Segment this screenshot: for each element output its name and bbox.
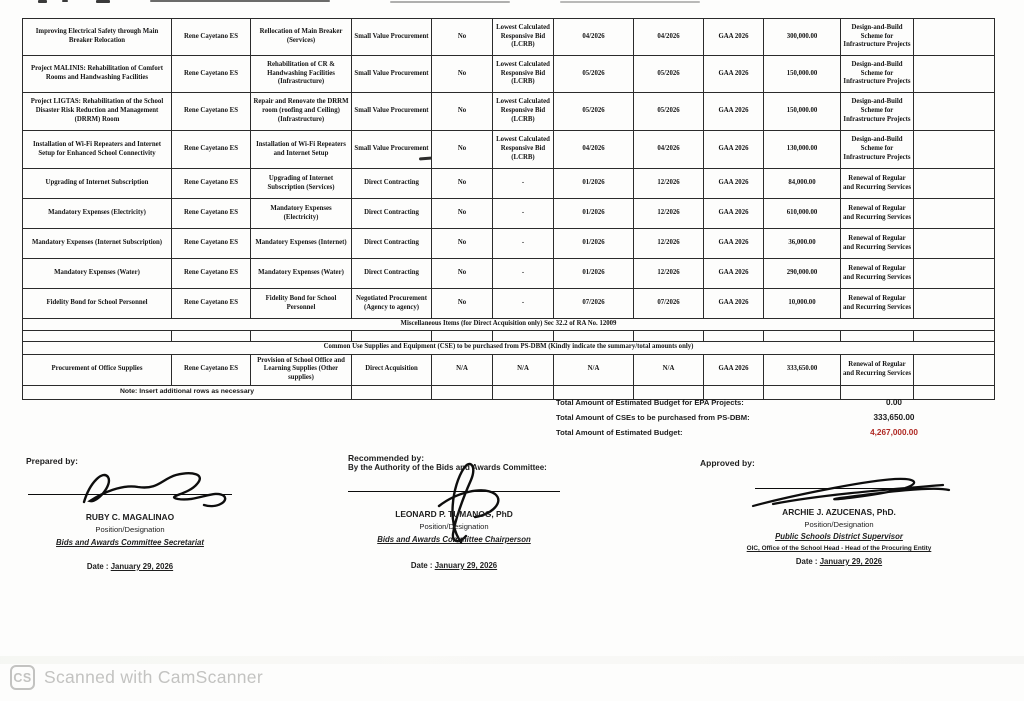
cell: No [432, 199, 493, 229]
cell [704, 330, 764, 341]
cell: Lowest Calculated Responsive Bid (LCRB) [493, 19, 554, 56]
cell: 300,000.00 [764, 19, 841, 56]
cell: GAA 2026 [704, 199, 764, 229]
cell: GAA 2026 [704, 259, 764, 289]
cell: N/A [432, 354, 493, 385]
cell: Provision of School Office and Learning Supplies (Other supplies) [251, 354, 352, 385]
cell: GAA 2026 [704, 56, 764, 93]
cell: 05/2026 [554, 56, 634, 93]
table-row-empty [23, 330, 995, 341]
cell: - [493, 259, 554, 289]
cell [914, 330, 995, 341]
cell: Rene Cayetano ES [172, 289, 251, 319]
cell: 01/2026 [554, 199, 634, 229]
cell: No [432, 19, 493, 56]
cell: 12/2026 [634, 229, 704, 259]
cell: 04/2026 [554, 131, 634, 169]
cell [914, 169, 995, 199]
cell: N/A [493, 354, 554, 385]
table-row-data [23, 19, 995, 56]
section-cell: Miscellaneous Items (for Direct Acquisition only) Sec 32.2 of RA No. 12009 [23, 319, 995, 331]
cell: GAA 2026 [704, 289, 764, 319]
cell: Negotiated Procurement (Agency to agency) [352, 289, 432, 319]
scan-artifact-mark [560, 1, 700, 3]
note-cell: Note: Insert additional rows as necessary [23, 385, 352, 399]
cell: 290,000.00 [764, 259, 841, 289]
cell: 05/2026 [554, 93, 634, 131]
cell [172, 330, 251, 341]
cell: Direct Acquisition [352, 354, 432, 385]
table-row-data [23, 169, 995, 199]
cell: Rene Cayetano ES [172, 93, 251, 131]
procurement-table [22, 18, 995, 400]
cell [914, 199, 995, 229]
scan-artifact-mark [390, 1, 510, 3]
cell: Rene Cayetano ES [172, 259, 251, 289]
cell [914, 289, 995, 319]
cell: 05/2026 [634, 56, 704, 93]
cell: No [432, 259, 493, 289]
cell [914, 354, 995, 385]
cell: GAA 2026 [704, 19, 764, 56]
recommended-by-label: Recommended by: [348, 453, 425, 463]
cell: Direct Contracting [352, 229, 432, 259]
signature-block-prepared [26, 456, 286, 586]
table-row-section [23, 319, 995, 331]
cell [554, 330, 634, 341]
table-row-data [23, 56, 995, 93]
cell: 04/2026 [634, 19, 704, 56]
cell: Mandatory Expenses (Electricity) [251, 199, 352, 229]
cell: GAA 2026 [704, 169, 764, 199]
signature-prepared [66, 462, 236, 517]
table-row-section [23, 341, 995, 354]
cell: Rene Cayetano ES [172, 19, 251, 56]
cell: No [432, 229, 493, 259]
cell: - [493, 229, 554, 259]
scan-edge-smudge [0, 656, 1024, 664]
cell: 01/2026 [554, 229, 634, 259]
cell [251, 330, 352, 341]
table-row-data [23, 199, 995, 229]
cell: 36,000.00 [764, 229, 841, 259]
cell: - [493, 169, 554, 199]
scan-artifact-mark [62, 0, 68, 2]
cell: No [432, 131, 493, 169]
cell: Improving Electrical Safety through Main Breaker Relocation [23, 19, 172, 56]
cell: Rehabilitation of CR & Handwashing Facilities (Infrastructure) [251, 56, 352, 93]
cell [914, 19, 995, 56]
table-row-data [23, 259, 995, 289]
table-row-data [23, 229, 995, 259]
signature-block-approved [700, 458, 960, 583]
cell: Renewal of Regular and Recurring Services [841, 169, 914, 199]
scan-artifact-mark [150, 0, 330, 2]
signature-block-recommended [348, 453, 618, 588]
cell: Mandatory Expenses (Electricity) [23, 199, 172, 229]
cell: 12/2026 [634, 169, 704, 199]
approved-subtitle: OIC, Office of the School Head - Head of the Procuring Entity [746, 545, 932, 552]
total-label: Total Amount of Estimated Budget for EPA Projects: [556, 398, 744, 407]
cell: Mandatory Expenses (Internet) [251, 229, 352, 259]
cell: 07/2026 [634, 289, 704, 319]
cell: Mandatory Expenses (Water) [251, 259, 352, 289]
cell: Installation of Wi-Fi Repeaters and Internet Setup [251, 131, 352, 169]
recommended-name: LEONARD P. TUMANOG, PhD [395, 509, 513, 519]
recommended-authority-label: By the Authority of the Bids and Awards Committee: [348, 463, 547, 472]
cell: Renewal of Regular and Recurring Services [841, 259, 914, 289]
cell [432, 385, 493, 399]
table-row-data [23, 354, 995, 385]
cell [914, 131, 995, 169]
cell: 130,000.00 [764, 131, 841, 169]
cell: GAA 2026 [704, 229, 764, 259]
camscanner-icon: CS [10, 665, 35, 690]
cell [914, 229, 995, 259]
cell: 12/2026 [634, 259, 704, 289]
cell: GAA 2026 [704, 93, 764, 131]
total-value: 333,650.00 [873, 413, 915, 422]
cell: Renewal of Regular and Recurring Services [841, 229, 914, 259]
camscanner-watermark [10, 665, 263, 690]
recommended-title: Bids and Awards Committee Chairperson [377, 535, 531, 544]
cell: - [493, 199, 554, 229]
cell: 01/2026 [554, 169, 634, 199]
cell: 610,000.00 [764, 199, 841, 229]
cell: Repair and Renovate the DRRM room (roofing and Ceiling) (Infrastructure) [251, 93, 352, 131]
total-row [556, 428, 976, 437]
cell: Design-and-Build Scheme for Infrastructure Projects [841, 93, 914, 131]
cell: Small Value Procurement [352, 93, 432, 131]
total-row [556, 413, 976, 422]
cell [841, 330, 914, 341]
cell [352, 330, 432, 341]
cell: Design-and-Build Scheme for Infrastructure Projects [841, 131, 914, 169]
cell: 150,000.00 [764, 93, 841, 131]
cell [493, 330, 554, 341]
cell: No [432, 93, 493, 131]
approved-position-label: Position/Designation [804, 520, 874, 529]
cell: Lowest Calculated Responsive Bid (LCRB) [493, 93, 554, 131]
cell [493, 385, 554, 399]
cell: GAA 2026 [704, 131, 764, 169]
table-row-data [23, 93, 995, 131]
totals-section [556, 398, 976, 443]
cell [914, 56, 995, 93]
cell: Design-and-Build Scheme for Infrastructure Projects [841, 56, 914, 93]
cell [914, 259, 995, 289]
cell: Project LIGTAS: Rehabilitation of the School Disaster Risk Reduction and Management (DRRM) Room [23, 93, 172, 131]
cell: N/A [634, 354, 704, 385]
cell: Renewal of Regular and Recurring Services [841, 199, 914, 229]
cell: 04/2026 [634, 131, 704, 169]
prepared-by-label: Prepared by: [26, 456, 78, 466]
recommended-date: Date : January 29, 2026 [410, 561, 498, 570]
cell: Rene Cayetano ES [172, 131, 251, 169]
cell: 01/2026 [554, 259, 634, 289]
cell: Upgrading of Internet Subscription [23, 169, 172, 199]
cell: Mandatory Expenses (Water) [23, 259, 172, 289]
cell: Rene Cayetano ES [172, 56, 251, 93]
prepared-position-label: Position/Designation [95, 525, 165, 534]
cell: Design-and-Build Scheme for Infrastructure Projects [841, 19, 914, 56]
approved-title: Public Schools District Supervisor [775, 532, 903, 541]
cell: - [493, 289, 554, 319]
cell: Fidelity Bond for School Personnel [251, 289, 352, 319]
signature-line [348, 491, 560, 492]
cell: Direct Contracting [352, 169, 432, 199]
total-value: 0.00 [886, 398, 902, 407]
signature-line [28, 494, 232, 495]
total-label: Total Amount of Estimated Budget: [556, 428, 683, 437]
cell: Direct Contracting [352, 199, 432, 229]
cell: Renewal of Regular and Recurring Services [841, 289, 914, 319]
cell [764, 330, 841, 341]
cell: Mandatory Expenses (Internet Subscription) [23, 229, 172, 259]
table-row-data [23, 289, 995, 319]
cell: 150,000.00 [764, 56, 841, 93]
cell: Small Value Procurement [352, 131, 432, 169]
cell: Installation of Wi-Fi Repeaters and Internet Setup for Enhanced School Connectivity [23, 131, 172, 169]
cell: No [432, 169, 493, 199]
section-cell: Common Use Supplies and Equipment (CSE) to be purchased from PS-DBM (Kindly indicate the summary/total amounts only) [23, 341, 995, 354]
approved-name: ARCHIE J. AZUCENAS, PhD. [782, 507, 896, 517]
cell: 10,000.00 [764, 289, 841, 319]
cell: N/A [554, 354, 634, 385]
total-value: 4,267,000.00 [870, 428, 918, 437]
scan-artifact-mark [96, 0, 110, 3]
cell: Small Value Procurement [352, 56, 432, 93]
cell: Fidelity Bond for School Personnel [23, 289, 172, 319]
cell: 07/2026 [554, 289, 634, 319]
cell: Project MALINIS: Rehabilitation of Comfort Rooms and Handwashing Facilities [23, 56, 172, 93]
cell: Rene Cayetano ES [172, 229, 251, 259]
cell: 05/2026 [634, 93, 704, 131]
cell [634, 330, 704, 341]
cell: 12/2026 [634, 199, 704, 229]
cell: Rellocation of Main Breaker (Services) [251, 19, 352, 56]
table-row-data [23, 131, 995, 169]
watermark-text: Scanned with CamScanner [44, 667, 263, 687]
scan-artifact-mark [38, 0, 47, 3]
cell: 84,000.00 [764, 169, 841, 199]
prepared-name: RUBY C. MAGALINAO [85, 512, 175, 522]
cell [23, 330, 172, 341]
approved-date: Date : January 29, 2026 [795, 557, 883, 566]
cell: Rene Cayetano ES [172, 169, 251, 199]
cell: No [432, 56, 493, 93]
cell: Upgrading of Internet Subscription (Services) [251, 169, 352, 199]
recommended-position-label: Position/Designation [419, 522, 489, 531]
cell [352, 385, 432, 399]
prepared-date: Date : January 29, 2026 [86, 562, 174, 571]
cell: Rene Cayetano ES [172, 199, 251, 229]
cell [914, 93, 995, 131]
approved-by-label: Approved by: [700, 458, 755, 468]
cell: Rene Cayetano ES [172, 354, 251, 385]
cell: 333,650.00 [764, 354, 841, 385]
cell: 04/2026 [554, 19, 634, 56]
total-row [556, 398, 976, 407]
cell: No [432, 289, 493, 319]
cell: GAA 2026 [704, 354, 764, 385]
total-label: Total Amount of CSEs to be purchased from PS-DBM: [556, 413, 750, 422]
signature-line [755, 488, 923, 489]
prepared-title: Bids and Awards Committee Secretariat [56, 538, 204, 547]
cell: Renewal of Regular and Recurring Services [841, 354, 914, 385]
cell [432, 330, 493, 341]
cell: Lowest Calculated Responsive Bid (LCRB) [493, 56, 554, 93]
cell: Small Value Procurement [352, 19, 432, 56]
cell: Lowest Calculated Responsive Bid (LCRB) [493, 131, 554, 169]
cell: Procurement of Office Supplies [23, 354, 172, 385]
cell: Direct Contracting [352, 259, 432, 289]
